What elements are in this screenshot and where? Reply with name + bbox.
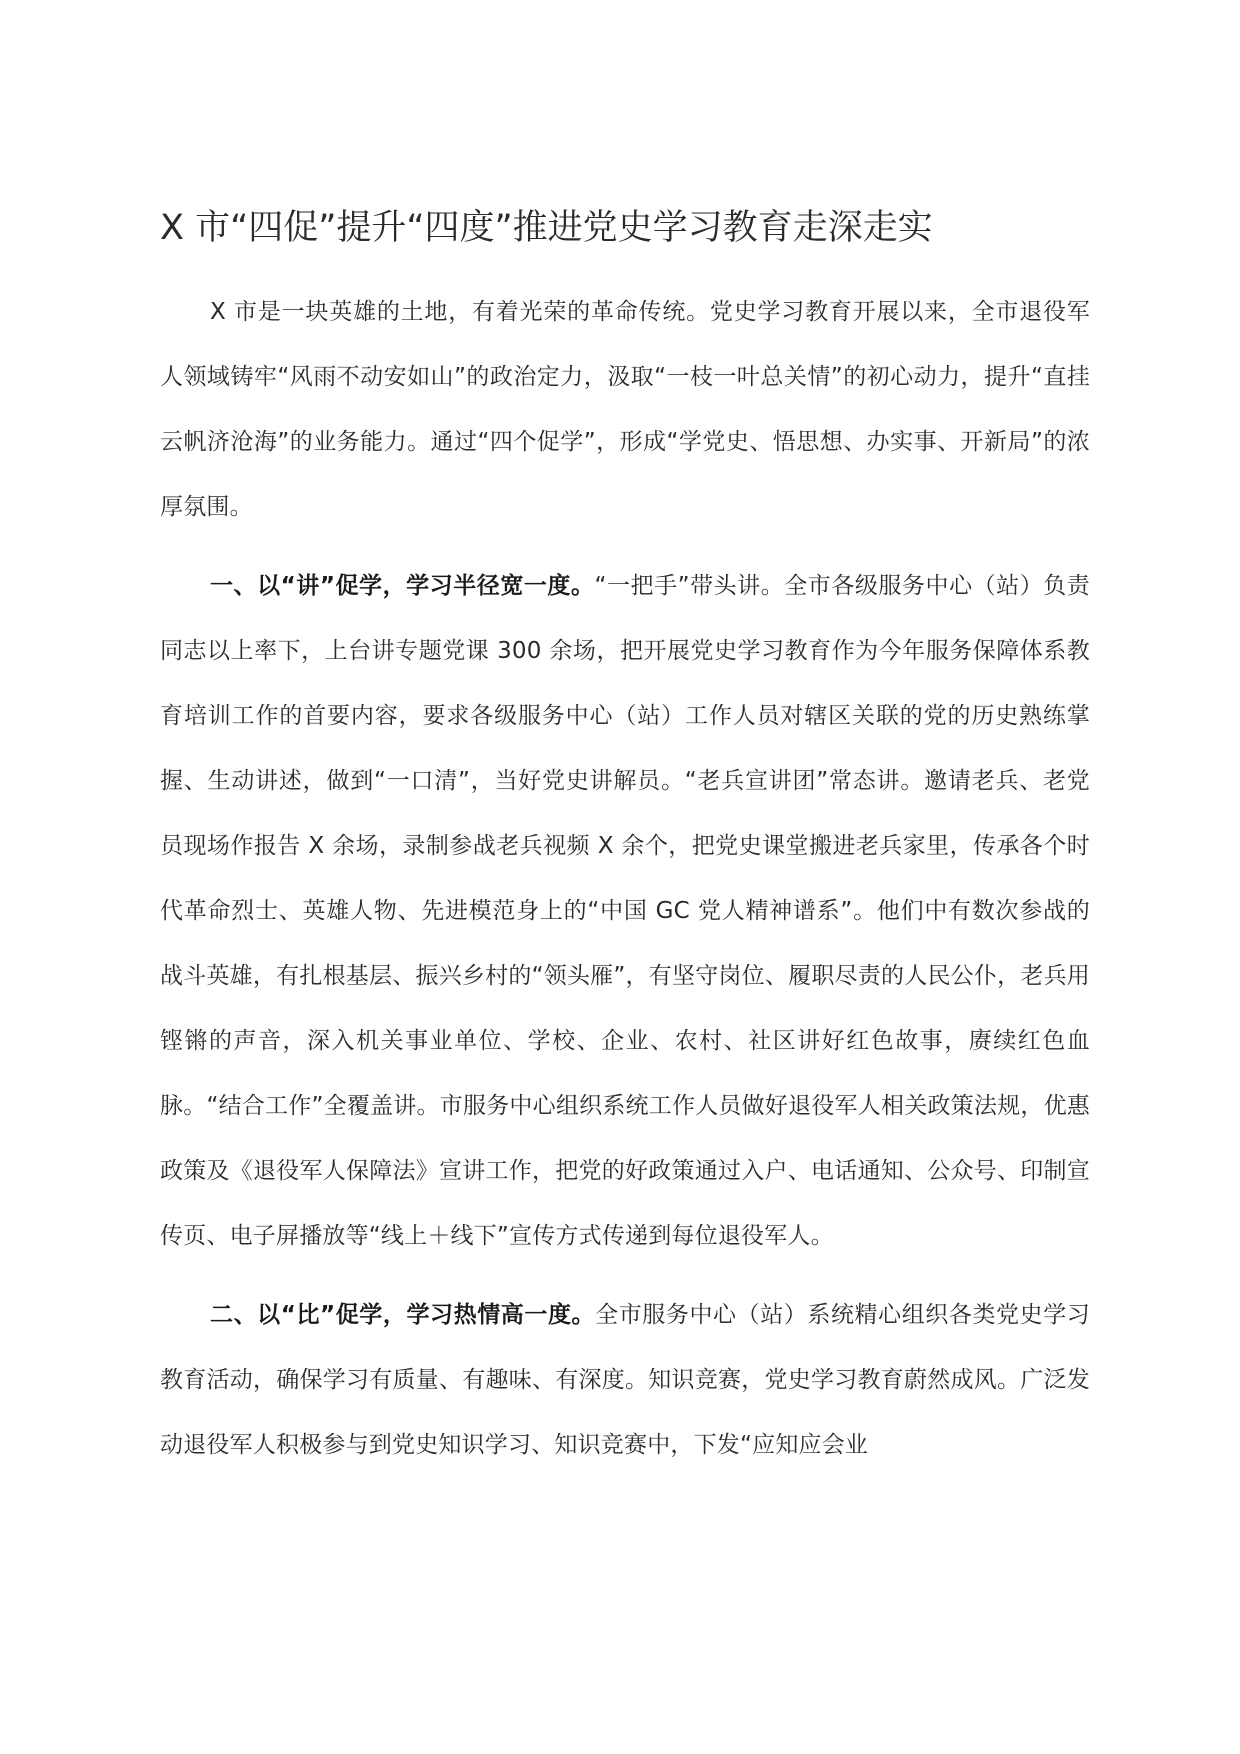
section-1-heading: 一、以“讲”促学，学习半径宽一度。 bbox=[210, 573, 595, 599]
section-2-body: 全市服务中心（站）系统精心组织各类党史学习教育活动，确保学习有质量、有趣味、有深度。知识竞赛，党史学习教育蔚然成风。广泛发动退役军人积极参与到党史知识学习、知识竞赛中，下发“应知应会业 bbox=[160, 1302, 1090, 1458]
section-2-heading: 二、以“比”促学，学习热情高一度。 bbox=[210, 1302, 596, 1328]
section-1-body: “一把手”带头讲。全市各级服务中心（站）负责同志以上率下，上台讲专题党课 300 余场，把开展党史学习教育作为今年服务保障体系教育培训工作的首要内容，要求各级服务中心（站）工作人员对辖区关联的党的历史熟练掌握、生动讲述，做到“一口清”，当好党史讲解员。“老兵宣讲团”常态讲。邀请老兵、老党员现场作报告 X 余场，录制参战老兵视频 X 余个，把党史课堂搬进老兵家里，传承各个时代革命烈士、英雄人物、先进模范身上的“中国 GC 党人精神谱系”。他们中有数次参战的战斗英雄，有扎根基层、振兴乡村的“领头雁”，有坚守岗位、履职尽责的人民公仆，老兵用铿锵的声音，深入机关事业单位、学校、企业、农村、社区讲好红色故事，赓续红色血脉。“结合工作”全覆盖讲。市服务中心组织系统工作人员做好退役军人相关政策法规，优惠政策及《退役军人保障法》宣讲工作，把党的好政策通过入户、电话通知、公众号、印制宣传页、电子屏播放等“线上＋线下”宣传方式传递到每位退役军人。 bbox=[160, 573, 1091, 1249]
intro-text: X 市是一块英雄的土地，有着光荣的革命传统。党史学习教育开展以来，全市退役军人领域铸牢“风雨不动安如山”的政治定力，汲取“一枝一叶总关情”的初心动力，提升“直挂云帆济沧海”的业务能力。通过“四个促学”，形成“学党史、悟思想、办实事、开新局”的浓厚氛围。 bbox=[160, 299, 1090, 520]
document-content bbox=[160, 200, 1090, 1492]
document-title: X 市“四促”提升“四度”推进党史学习教育走深走实 bbox=[160, 208, 933, 248]
intro-paragraph bbox=[160, 280, 1090, 540]
section-2-paragraph bbox=[160, 1283, 1090, 1478]
section-1-paragraph bbox=[160, 554, 1090, 1269]
